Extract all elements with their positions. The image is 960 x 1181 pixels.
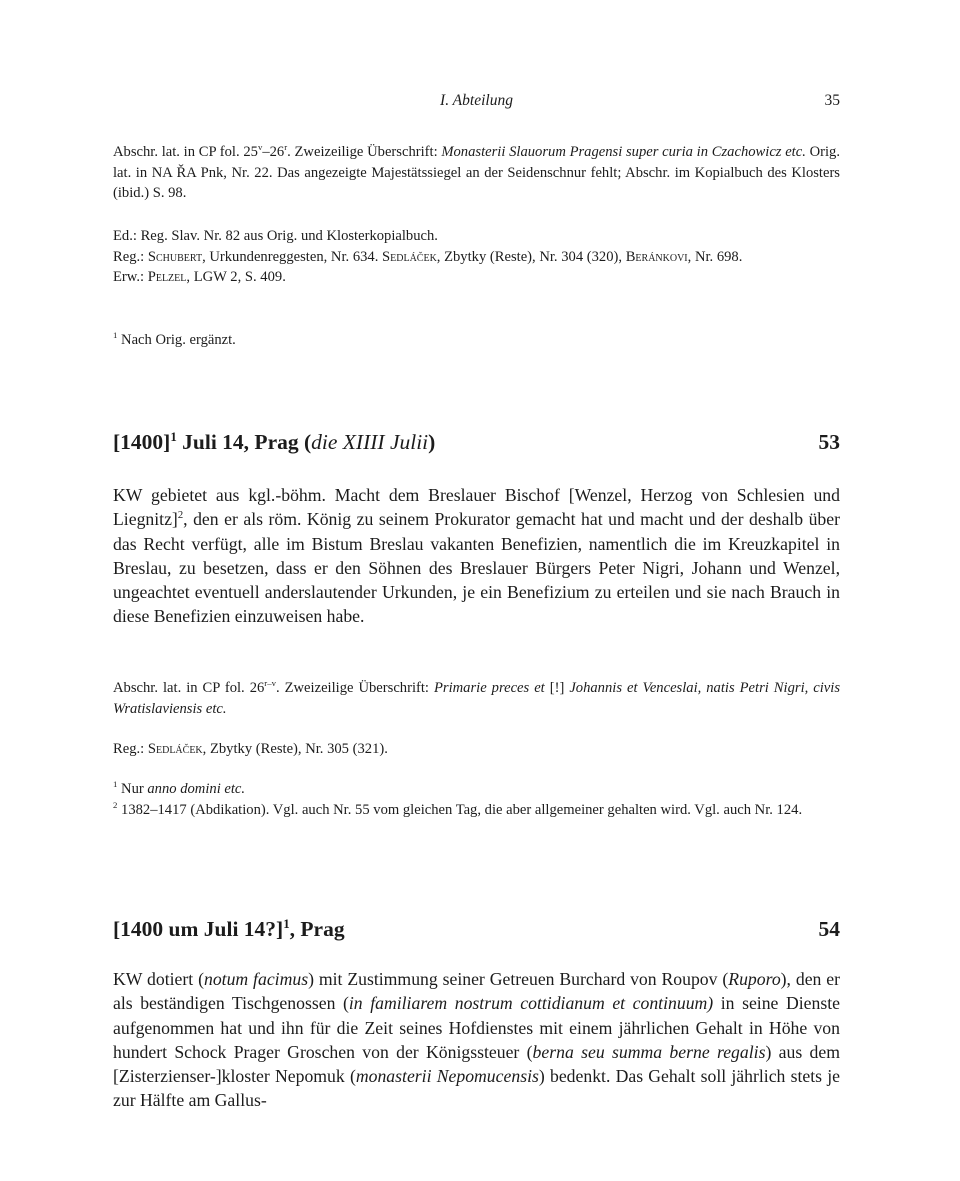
running-title: I. Abteilung bbox=[440, 92, 513, 109]
entry-bibliography bbox=[113, 739, 840, 760]
entry-source bbox=[113, 678, 840, 719]
source-note: Abschr. lat. in CP fol. 26$^{r-v}$. Zweizeilige Überschrift: Primarie preces et [!] Johannis et Venceslai, natis Petri Nigri, civis Wratislaviensis etc. bbox=[113, 678, 841, 717]
regest-note: Reg.: Sedláček, Zbytky (Reste), Nr. 305 (321). bbox=[113, 741, 388, 757]
entry-regest bbox=[113, 967, 840, 1113]
entry-footnotes bbox=[113, 779, 840, 820]
edition-note: Ed.: Reg. Slav. Nr. 82 aus Orig. und Klosterkopialbuch. bbox=[113, 228, 438, 244]
prev-entry-footnotes bbox=[113, 330, 840, 351]
regest-text: KW dotiert (notum facimus) mit Zustimmung seiner Getreuen Burchard von Roupov (Ruporo), den er als beständigen Tischgenossen (in familiarem nostrum cottidianum et continuum) in seine Dienste aufgenommen hat und ihn für die Zeit seines Hofdienstes mit einem jährlichen Gehalt in Höhe von hundert Schock Prager Groschen von der Königssteuer (berna seu summa berne regalis) aus dem [Zisterzienser-]kloster Nepomuk (monasterii Nepomucensis) bedenkt. Das Gehalt soll jährlich stets je zur Hälfte am Gallus- bbox=[113, 969, 841, 1111]
entry-number: 53 bbox=[818, 430, 840, 454]
page-number: 35 bbox=[824, 92, 840, 109]
entry-heading: [1400 um Juli 14?]$^1$, Prag 54 bbox=[113, 916, 840, 941]
mention-note: Erw.: Pelzel, LGW 2, S. 409. bbox=[113, 269, 286, 285]
entry-number: 54 bbox=[818, 917, 840, 941]
prev-entry-bibliography bbox=[113, 226, 840, 288]
page-header bbox=[113, 92, 840, 116]
regest-note: Reg.: Schubert, Urkundenreggesten, Nr. 634. Sedláček, Zbytky (Reste), Nr. 304 (320), Beránkovi, Nr. 698. bbox=[113, 248, 743, 265]
entry-regest bbox=[113, 483, 840, 629]
regest-text: KW gebietet aus kgl.-böhm. Macht dem Breslauer Bischof [Wenzel, Herzog von Schlesien und Liegnitz]$^2$, den er als röm. König zu seinem Prokurator gemacht hat und macht und der deshalb über das Recht verfügt, alle im Bistum Breslau vakanten Benefizien, namentlich die im Kreuzkapitel in Breslau, zu besetzen, dass er den Söhnen des Breslauer Bürgers Peter Nigri, Johann und Wenzel, ungeachtet eventuell anderslautender Urkunden, je ein Benefizium zu erteilen und sie nach Brauch in diese Benefizien einzuweisen habe. bbox=[113, 485, 840, 627]
entry-heading: $[1400]^1$ Juli 14, Prag (die XIIII Julii) 53 bbox=[113, 429, 840, 454]
footnote: $^1$ Nach Orig. ergänzt. bbox=[113, 330, 236, 348]
footnote: $^1$ Nur anno domini etc. bbox=[113, 779, 246, 797]
footnote: $^2$ 1382–1417 (Abdikation). Vgl. auch Nr. 55 vom gleichen Tag, die aber allgemeiner gehalten wird. Vgl. auch Nr. 124. bbox=[113, 799, 803, 818]
source-note: Abschr. lat. in CP fol. 25$^v$–26$^r$. Zweizeilige Überschrift: Monasterii Slauorum Pragensi super curia in Czachowicz etc. Orig. lat. in NA ŘA Pnk, Nr. 22. Das angezeigte Majestätssiegel an der Seidenschnur fehlt; Abschr. im Kopialbuch des Klosters (ibid.) S. 98. bbox=[113, 142, 840, 201]
prev-entry-source bbox=[113, 142, 840, 204]
